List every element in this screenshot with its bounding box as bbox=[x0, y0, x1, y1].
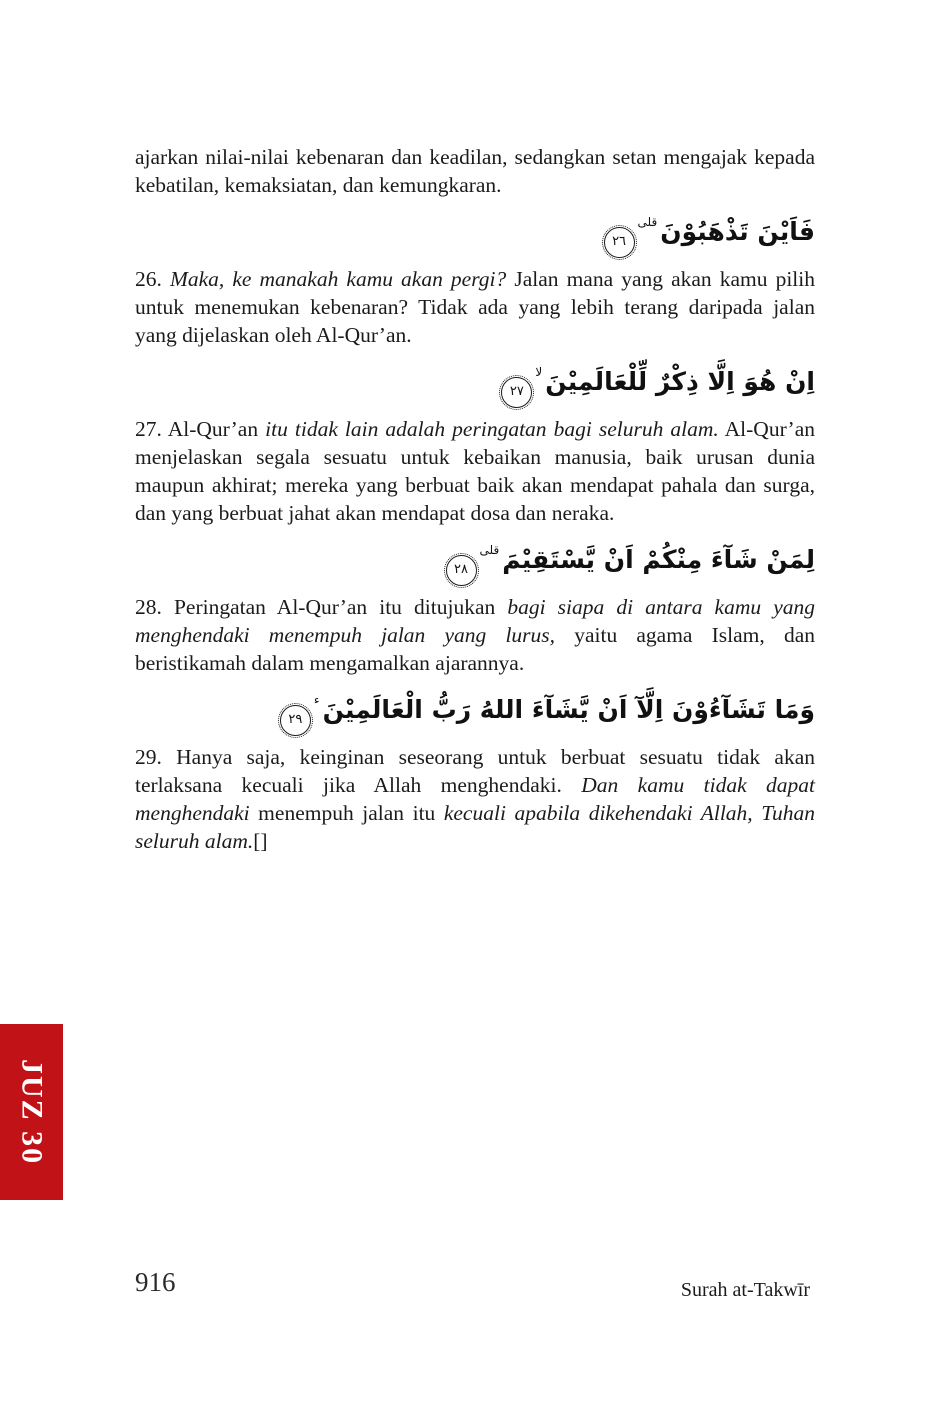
translation-segment: Jalan mana yang akan kamu pilih untuk menemukan kebenaran? Tidak ada yang lebih terang daripada jalan yang dijelaskan oleh Al-Qur’an. bbox=[135, 267, 815, 347]
ayah-number-27: ٢٧ bbox=[509, 384, 524, 399]
ayah-number-ornament-26 bbox=[604, 227, 635, 258]
intro-text: ajarkan nilai-nilai kebenaran dan keadilan, sedangkan setan mengajak kepada kebatilan, kemaksiatan, dan kemungkaran. bbox=[135, 145, 815, 197]
arabic-verse-29 bbox=[135, 685, 815, 735]
translation-paragraph-27 bbox=[135, 415, 815, 527]
translation-segment: itu tidak lain adalah peringatan bagi seluruh alam. bbox=[265, 417, 719, 441]
ayah-number-ornament-29 bbox=[280, 705, 311, 736]
translation-segment: menempuh jalan itu bbox=[249, 801, 444, 825]
page-footer bbox=[135, 1266, 810, 1302]
waqf-mark-27: لا bbox=[535, 365, 543, 379]
arabic-text-26: فَاَيْنَ تَذْهَبُوْنَ bbox=[660, 217, 815, 246]
ayah-number-ornament-28 bbox=[446, 555, 477, 586]
arabic-verse-27 bbox=[135, 357, 815, 407]
juz-tab-label: JUZ 30 bbox=[15, 1058, 49, 1166]
arabic-text-27: اِنْ هُوَ اِلَّا ذِكْرٌ لِّلْعَالَمِيْنَ bbox=[545, 367, 815, 396]
waqf-mark-29: ء bbox=[313, 693, 320, 707]
translation-segment: Al-Qur’an menjelaskan segala sesuatu untuk kebaikan manusia, baik urusan dunia maupun akhirat; mereka yang berbuat baik akan mendapat pahala dan surga, dan yang berbuat jahat akan mendapat dosa dan neraka. bbox=[135, 417, 815, 525]
ayah-number-ornament-27 bbox=[501, 377, 532, 408]
translation-segment: bagi siapa di antara kamu yang menghendaki menempuh jalan yang lurus, bbox=[135, 595, 815, 647]
translation-segment: 29. Hanya saja, keinginan seseorang untuk berbuat sesuatu tidak akan terlaksana kecuali jika Allah menghendaki. bbox=[135, 745, 815, 797]
page-content bbox=[135, 143, 815, 855]
arabic-verse-26 bbox=[135, 207, 815, 257]
translation-paragraph-26 bbox=[135, 265, 815, 349]
arabic-verse-28 bbox=[135, 535, 815, 585]
intro-paragraph bbox=[135, 143, 815, 199]
translation-paragraph-28 bbox=[135, 593, 815, 677]
translation-segment: [] bbox=[253, 829, 268, 853]
translation-segment: yaitu agama Islam, dan beristikamah dalam mengamalkan ajarannya. bbox=[135, 623, 815, 675]
translation-paragraph-29 bbox=[135, 743, 815, 855]
ayah-number-26: ٢٦ bbox=[612, 234, 627, 249]
waqf-mark-28: قلى bbox=[479, 543, 500, 557]
translation-segment: Dan kamu tidak dapat menghendaki bbox=[135, 773, 815, 825]
translation-segment: kecuali apabila dikehendaki Allah, Tuhan seluruh alam. bbox=[135, 801, 816, 853]
running-footer-surah: Surah at-Takwīr bbox=[680, 1279, 810, 1301]
ayah-number-29: ٢٩ bbox=[288, 712, 303, 727]
translation-segment: 28. Peringatan Al-Qur’an itu ditujukan bbox=[135, 595, 508, 619]
translation-segment: 26. bbox=[135, 267, 170, 291]
arabic-text-29: وَمَا تَشَآءُوْنَ اِلَّآ اَنْ يَّشَآءَ اللهُ رَبُّ الْعَالَمِيْنَ bbox=[322, 695, 815, 724]
translation-segment: Maka, ke manakah kamu akan pergi? bbox=[169, 267, 507, 291]
waqf-mark-26: قلى bbox=[637, 215, 658, 229]
translation-segment: 27. Al-Qur’an bbox=[135, 417, 266, 441]
ayah-number-28: ٢٨ bbox=[454, 562, 468, 577]
juz-tab bbox=[0, 1024, 63, 1200]
arabic-text-28: لِمَنْ شَآءَ مِنْكُمْ اَنْ يَّسْتَقِيْمَ bbox=[502, 545, 815, 574]
page-number: 916 bbox=[135, 1267, 176, 1297]
